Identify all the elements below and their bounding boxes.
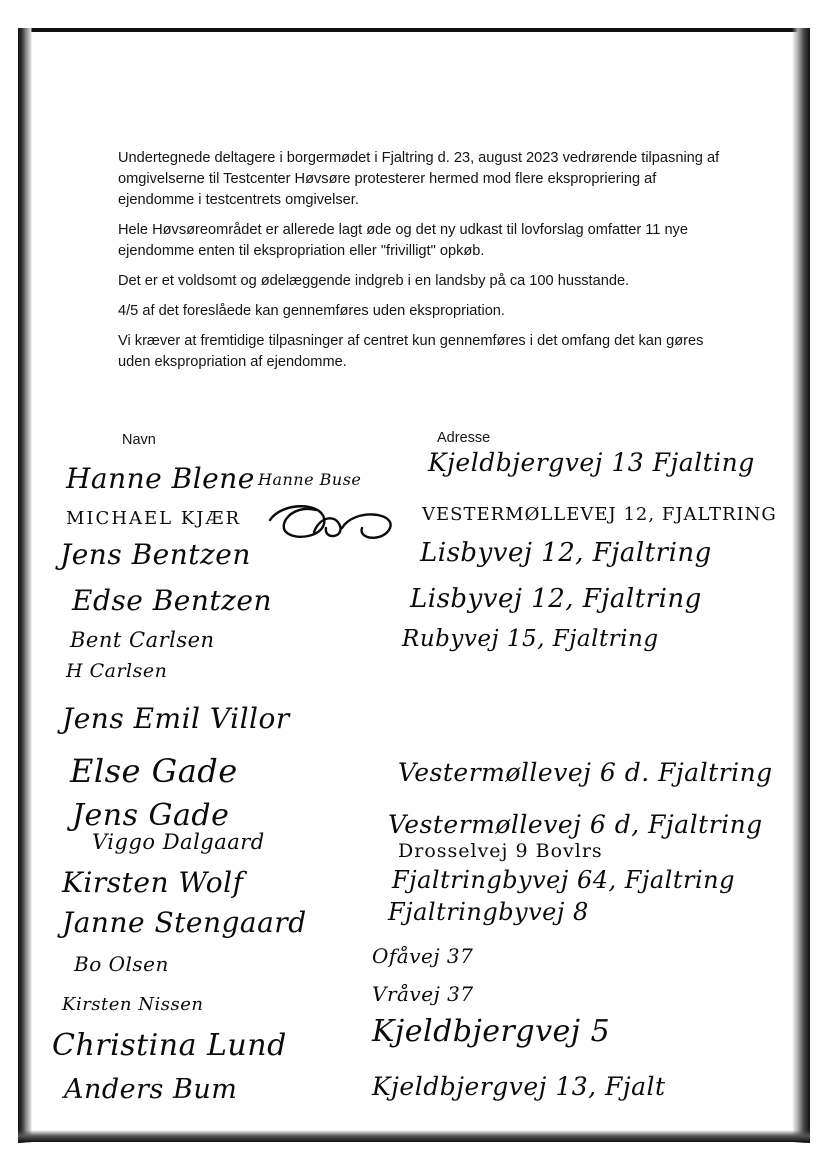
- signature-address: Kjeldbjergvej 13, Fjalt: [372, 1072, 666, 1101]
- scan-edge-top: [20, 28, 810, 32]
- signature-name: Edse Bentzen: [72, 584, 272, 617]
- signature-name: Jens Bentzen: [60, 538, 251, 571]
- scan-edge-right: [792, 28, 810, 1143]
- letter-paragraph: Hele Høvsøreområdet er allerede lagt øde og det ny udkast til lovforslag omfatter 11 nye ejendomme enten til ekspropriation eller "frivilligt" opkøb.: [118, 222, 688, 259]
- signature-name: Kirsten Wolf: [62, 866, 244, 899]
- signature-address: Fjaltringbyvej 8: [388, 898, 589, 926]
- signature-mark: Hanne Buse: [258, 470, 362, 489]
- signature-name: Else Gade: [70, 752, 238, 790]
- signature-address: Vestermøllevej 6 d. Fjaltring: [398, 758, 773, 787]
- signature-name: Janne Stengaard: [62, 906, 307, 939]
- address-column-header: Adresse: [437, 430, 491, 446]
- signature-address: Lisbyvej 12, Fjaltring: [420, 538, 712, 568]
- signature-address: Lisbyvej 12, Fjaltring: [410, 584, 702, 614]
- signature-name: Christina Lund: [52, 1028, 287, 1063]
- signature-address: Kjeldbjergvej 5: [372, 1014, 611, 1049]
- signature-address: Kjeldbjergvej 13 Fjalting: [428, 448, 755, 477]
- signature-name: MICHAEL KJÆR: [66, 508, 242, 529]
- signature-name: Hanne Blene: [66, 462, 255, 495]
- signature-name: Jens Emil Villor: [62, 702, 290, 735]
- letter-paragraph: 4/5 af det foreslåede kan gennemføres uden ekspropriation.: [118, 303, 505, 319]
- signature-name: Jens Gade: [72, 798, 230, 833]
- signature-address: Vråvej 37: [372, 982, 474, 1006]
- signature-name: Bent Carlsen: [70, 628, 215, 652]
- signature-name: Anders Bum: [64, 1074, 238, 1105]
- signature-name: H Carlsen: [66, 660, 168, 682]
- scan-edge-left: [18, 28, 32, 1143]
- letter-paragraph: Det er et voldsomt og ødelæggende indgreb i en landsby på ca 100 husstande.: [118, 273, 630, 289]
- scribbled-signature: [262, 498, 402, 546]
- signature-name: Bo Olsen: [74, 952, 169, 976]
- letter-paragraph: Vi kræver at fremtidige tilpasninger af centret kun gennemføres i det omfang det kan gøres uden ekspropriation af ejendomme.: [118, 333, 704, 370]
- signature-address: Vestermøllevej 6 d, Fjaltring: [388, 810, 763, 839]
- signature-address: VESTERMØLLEVEJ 12, FJALTRING: [422, 504, 777, 525]
- protest-letter: [118, 148, 730, 382]
- signature-name: Kirsten Nissen: [62, 994, 204, 1015]
- scan-edge-bottom: [18, 1130, 810, 1142]
- name-column-header: Navn: [122, 432, 156, 448]
- signature-address: Rubyvej 15, Fjaltring: [402, 626, 659, 652]
- signature-name: Viggo Dalgaard: [92, 830, 265, 854]
- signature-address: Fjaltringbyvej 64, Fjaltring: [392, 866, 735, 894]
- letter-paragraph: Undertegnede deltagere i borgermødet i Fjaltring d. 23, august 2023 vedrørende tilpasning af omgivelserne til Testcenter Høvsøre protesterer hermed mod flere ekspropriering af ejendomme i testcentrets omgivelser.: [118, 150, 720, 208]
- signature-address: Ofåvej 37: [372, 944, 474, 968]
- signature-address: Drosselvej 9 Bovlrs: [398, 840, 603, 862]
